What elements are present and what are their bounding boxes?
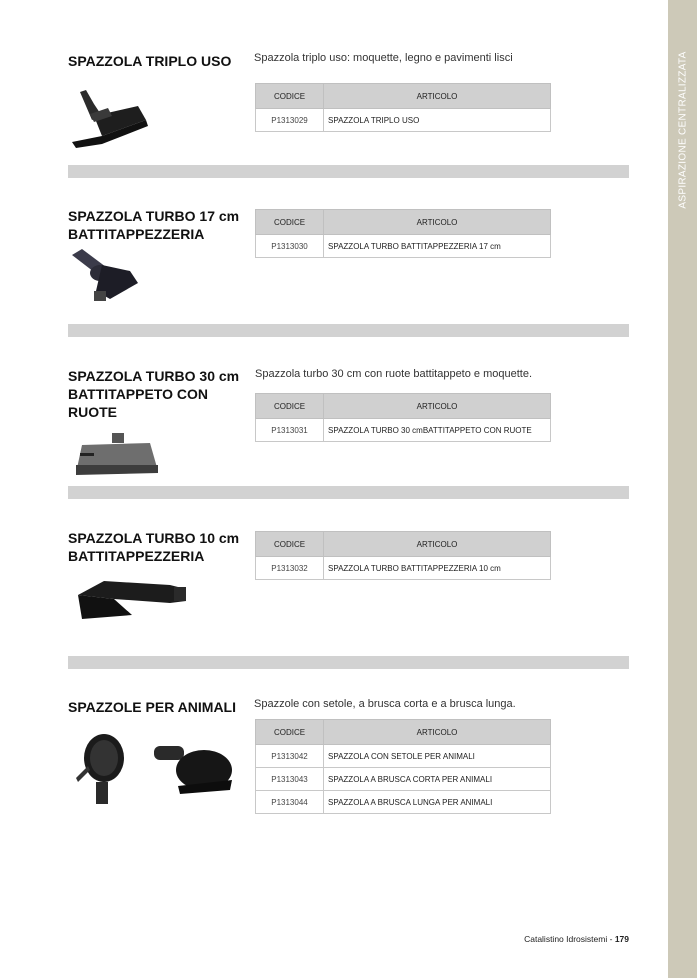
- header-code: CODICE: [256, 532, 324, 557]
- table-row: [256, 235, 551, 258]
- pet-brush-comb-image: [150, 740, 236, 798]
- page-footer: [524, 934, 629, 944]
- header-article: ARTICOLO: [324, 210, 551, 235]
- turbo-brush-17-image: [70, 247, 142, 307]
- article-cell: SPAZZOLA CON SETOLE PER ANIMALI: [324, 745, 551, 768]
- product-table: [255, 209, 551, 258]
- section-divider: [68, 165, 629, 178]
- header-article: ARTICOLO: [324, 532, 551, 557]
- product-title: SPAZZOLA TURBO 17 cm BATTITAPPEZZERIA: [68, 208, 240, 242]
- product-description: Spazzole con setole, a brusca corta e a brusca lunga.: [254, 698, 516, 710]
- table-row: [256, 768, 551, 791]
- code-cell: P1313032: [256, 557, 324, 580]
- table-row: [256, 557, 551, 580]
- article-cell: SPAZZOLA TRIPLO USO: [324, 109, 551, 132]
- product-title: SPAZZOLA TURBO 10 cm BATTITAPPEZZERIA: [68, 530, 240, 564]
- page-number: 179: [614, 934, 629, 944]
- header-article: ARTICOLO: [324, 720, 551, 745]
- article-cell: SPAZZOLA A BRUSCA LUNGA PER ANIMALI: [324, 791, 551, 814]
- header-article: ARTICOLO: [324, 394, 551, 419]
- product-title: SPAZZOLE PER ANIMALI: [68, 699, 236, 715]
- side-label: ASPIRAZIONE CENTRALIZZATA: [677, 51, 689, 209]
- section-divider: [68, 486, 629, 499]
- header-code: CODICE: [256, 720, 324, 745]
- code-cell: P1313029: [256, 109, 324, 132]
- article-cell: SPAZZOLA TURBO BATTITAPPEZZERIA 10 cm: [324, 557, 551, 580]
- product-title: SPAZZOLA TURBO 30 cm BATTITAPPETO CON RUOTE: [68, 368, 240, 420]
- pet-brush-bristles-image: [70, 728, 130, 808]
- product-table: [255, 83, 551, 132]
- table-row: [256, 419, 551, 442]
- article-cell: SPAZZOLA A BRUSCA CORTA PER ANIMALI: [324, 768, 551, 791]
- product-table: [255, 393, 551, 442]
- turbo-brush-30-image: [72, 431, 162, 477]
- header-code: CODICE: [256, 210, 324, 235]
- header-code: CODICE: [256, 394, 324, 419]
- article-cell: SPAZZOLA TURBO BATTITAPPEZZERIA 17 cm: [324, 235, 551, 258]
- header-code: CODICE: [256, 84, 324, 109]
- product-description: Spazzola triplo uso: moquette, legno e pavimenti lisci: [254, 52, 513, 64]
- code-cell: P1313030: [256, 235, 324, 258]
- table-row: [256, 745, 551, 768]
- code-cell: P1313044: [256, 791, 324, 814]
- product-table: [255, 531, 551, 580]
- header-article: ARTICOLO: [324, 84, 551, 109]
- turbo-brush-10-image: [74, 577, 190, 623]
- code-cell: P1313043: [256, 768, 324, 791]
- code-cell: P1313031: [256, 419, 324, 442]
- code-cell: P1313042: [256, 745, 324, 768]
- product-title: SPAZZOLA TRIPLO USO: [68, 53, 232, 69]
- table-row: [256, 109, 551, 132]
- article-cell: SPAZZOLA TURBO 30 cmBATTITAPPETO CON RUOTE: [324, 419, 551, 442]
- section-divider: [68, 656, 629, 669]
- table-row: [256, 791, 551, 814]
- section-divider: [68, 324, 629, 337]
- brush-triple-use-image: [72, 86, 152, 154]
- catalog-name: Catalistino Idrosistemi -: [524, 934, 613, 944]
- product-table: [255, 719, 551, 814]
- product-description: Spazzola turbo 30 cm con ruote battitappeto e moquette.: [255, 368, 533, 380]
